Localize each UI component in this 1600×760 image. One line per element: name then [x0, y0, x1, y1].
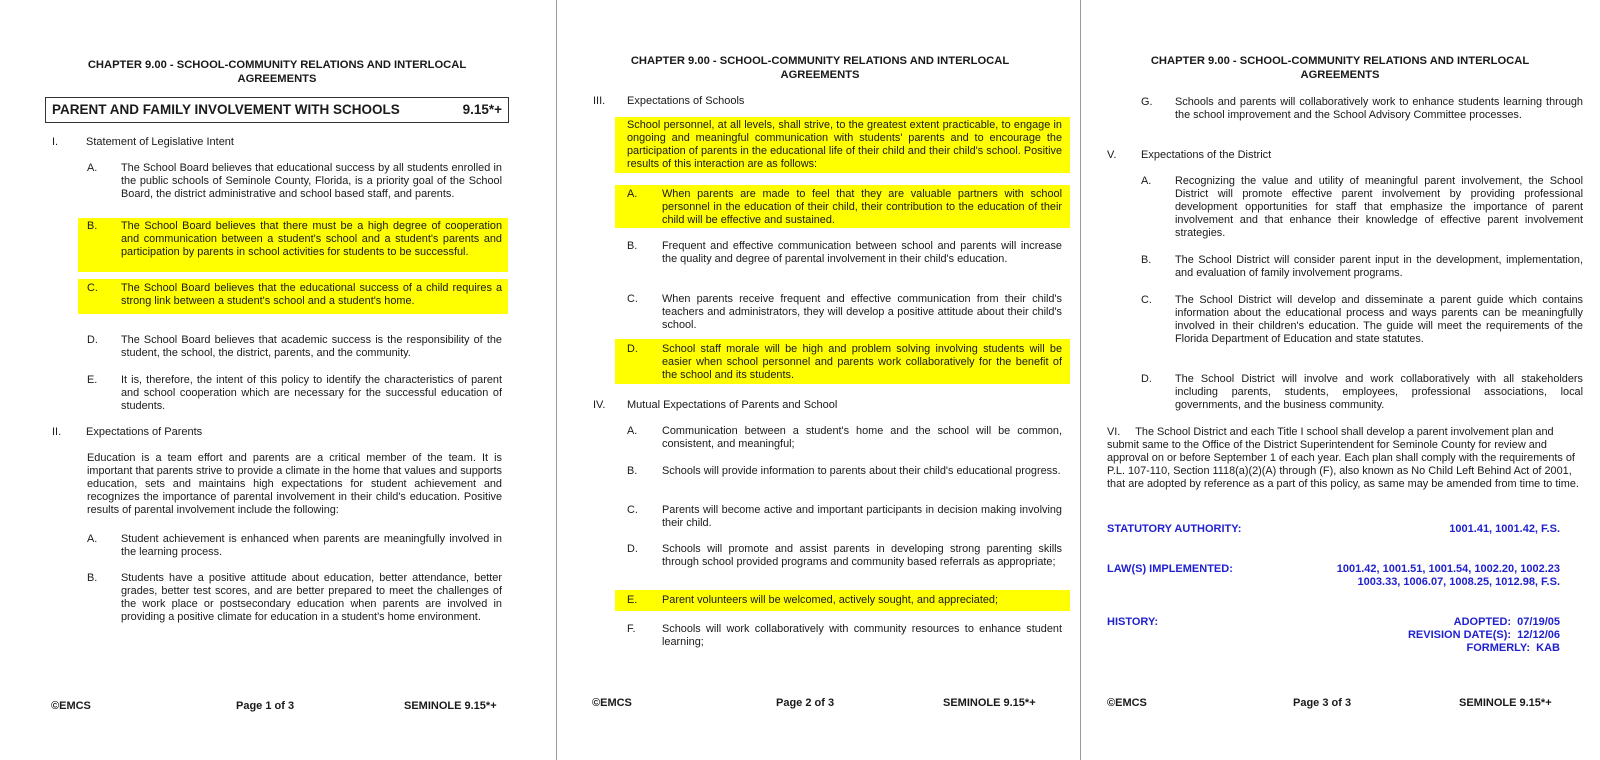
list-item: F. Schools will work collaboratively with community resources to enhance student learning; [627, 623, 1062, 648]
footer-left: ©EMCS [592, 697, 632, 709]
list-item: B. Schools will provide information to parents about their child's educational progress. [627, 465, 1061, 477]
footer-right: SEMINOLE 9.15*+ [1459, 697, 1552, 709]
history-adopted: ADOPTED: 07/19/05 [1453, 616, 1560, 628]
section-heading: IV. Mutual Expectations of Parents and School [593, 399, 838, 411]
chapter-heading: CHAPTER 9.00 - SCHOOL-COMMUNITY RELATIONS AND INTERLOCAL AGREEMENTS [630, 55, 1010, 81]
paragraph: VI. The School District and each Title I school shall develop a parent involvement plan and submit same to the Office of the District Superintendent for Seminole County for review and approval on or before September 1 of each year. Each plan shall comply with the requirements of P.L. 107-110, Section 1118(a)(2)(A) through (F), also known as No Child Left Behind Act of 2001, that are adopted by reference as a part of this policy, as same may be amended from time to time. [1107, 426, 1579, 490]
footer-page: Page 3 of 3 [1293, 697, 1352, 709]
highlighted-list-item: A. When parents are made to feel that they are valuable partners with school personnel in the education of their child, their contribution to the education of their child will be effective and sustained. [615, 185, 1070, 228]
laws-implemented-label: LAW(S) IMPLEMENTED: [1107, 563, 1233, 575]
highlighted-list-item: B. The School Board believes that there must be a high degree of cooperation and communication between a student's school and a student's parents and participation by parents in school activities for students to be successful. [78, 218, 508, 272]
section-heading: V. Expectations of the District [1107, 149, 1272, 161]
list-item: E. It is, therefore, the intent of this policy to identify the characteristics of parent and school cooperation which are necessary for the successful education of students. [87, 374, 502, 412]
highlighted-list-item: C. The School Board believes that the educational success of a child requires a strong link between a student's school and a student's home. [78, 279, 508, 314]
list-item: B. Students have a positive attitude about education, better attendance, better grades, better test scores, and are better prepared to meet the challenges of the work place or postsecondary education when parents are involved in providing a positive climate for education in a student's home environment. [87, 572, 502, 623]
section-heading: I. Statement of Legislative Intent [52, 136, 234, 148]
list-item: A. Student achievement is enhanced when parents are meaningfully involved in the learning process. [87, 533, 502, 558]
footer-right: SEMINOLE 9.15*+ [943, 697, 1036, 709]
history-revision: REVISION DATE(S): 12/12/06 [1407, 629, 1560, 641]
policy-number: 9.15*+ [462, 102, 502, 117]
list-item: A. Recognizing the value and utility of meaningful parent involvement, the School District will promote effective parent involvement by providing professional development opportunities for staff that emphasize the importance of parent involvement and that enhance their knowledge of effective parent involvement strategies. [1141, 175, 1583, 239]
list-item: A. The School Board believes that educational success by all students enrolled in the public schools of Seminole County, Florida, is a priority goal of the School Board, the district administrative and school based staff, and parents. [87, 162, 502, 200]
list-item: C. When parents receive frequent and effective communication from their child's teachers and administrators, they will develop a positive attitude about their child's school. [627, 293, 1062, 331]
list-item: C. Parents will become active and important participants in decision making involving their child. [627, 504, 1062, 529]
footer-left: ©EMCS [51, 700, 91, 712]
list-item: C. The School District will develop and disseminate a parent guide which contains information about the educational process and ways parents can be meaningfully involved in their children's education. The guide will meet the requirements of the Florida Department of Education and state statutes. [1141, 294, 1583, 345]
list-item: B. The School District will consider parent input in the development, implementation, and evaluation of family involvement programs. [1141, 254, 1583, 279]
chapter-heading: CHAPTER 9.00 - SCHOOL-COMMUNITY RELATIONS AND INTERLOCAL AGREEMENTS [87, 59, 467, 85]
highlighted-list-item: E. Parent volunteers will be welcomed, actively sought, and appreciated; [615, 590, 1070, 611]
section-heading: II. Expectations of Parents [52, 426, 203, 438]
policy-title-box [45, 97, 509, 123]
list-item: G. Schools and parents will collaboratively work to enhance students learning through the school improvement and the School Advisory Committee processes. [1141, 96, 1583, 121]
history-formerly: FORMERLY: KAB [1466, 642, 1560, 654]
section-heading: III. Expectations of Schools [593, 95, 745, 107]
statutory-authority-label: STATUTORY AUTHORITY: [1107, 523, 1242, 535]
history-label: HISTORY: [1107, 616, 1159, 628]
highlighted-list-item: D. School staff morale will be high and problem solving involving students will be easier when school personnel and parents work collaboratively for the benefit of the school and its students. [615, 339, 1070, 384]
footer-right: SEMINOLE 9.15*+ [404, 700, 497, 712]
statutory-authority-value: 1001.41, 1001.42, F.S. [1449, 523, 1560, 535]
footer-left: ©EMCS [1107, 697, 1147, 709]
highlighted-paragraph: School personnel, at all levels, shall strive, to the greatest extent practicable, to engage in ongoing and meaningful communication with students' parents and to encourage the participation of parents in the educational life of their child and their child's school. Positive results of this interaction are as follows: [615, 117, 1070, 173]
page-1 [0, 0, 556, 760]
footer-page: Page 1 of 3 [236, 700, 295, 712]
laws-implemented-value: 1001.42, 1001.51, 1001.54, 1002.20, 1002.23 [1336, 563, 1560, 575]
list-item: A. Communication between a student's home and the school will be common, consistent, and meaningful; [627, 425, 1062, 450]
page-2 [557, 0, 1080, 760]
footer-page: Page 2 of 3 [776, 697, 835, 709]
laws-implemented-value: 1003.33, 1006.07, 1008.25, 1012.98, F.S. [1357, 576, 1560, 588]
policy-title: PARENT AND FAMILY INVOLVEMENT WITH SCHOOLS [52, 102, 400, 117]
chapter-heading: CHAPTER 9.00 - SCHOOL-COMMUNITY RELATIONS AND INTERLOCAL AGREEMENTS [1150, 55, 1530, 81]
paragraph: Education is a team effort and parents are a critical member of the team. It is important that parents strive to provide a climate in the home that values and supports education, sets and maintains high expectations for student achievement and recognizes the importance of parental involvement in their child's education. Positive results of parental involvement include the following: [87, 452, 502, 516]
list-item: D. The School District will involve and work collaboratively with all stakeholders including parents, students, employees, professional associations, local governments, and the business community. [1141, 373, 1583, 411]
list-item: D. Schools will promote and assist parents in developing strong parenting skills through school provided programs and community based referrals as appropriate; [627, 543, 1062, 568]
list-item: D. The School Board believes that academic success is the responsibility of the student, the school, the district, parents, and the community. [87, 334, 502, 359]
list-item: B. Frequent and effective communication between school and parents will increase the quality and degree of parental involvement in their child's education. [627, 240, 1062, 265]
page-3 [1081, 0, 1600, 760]
